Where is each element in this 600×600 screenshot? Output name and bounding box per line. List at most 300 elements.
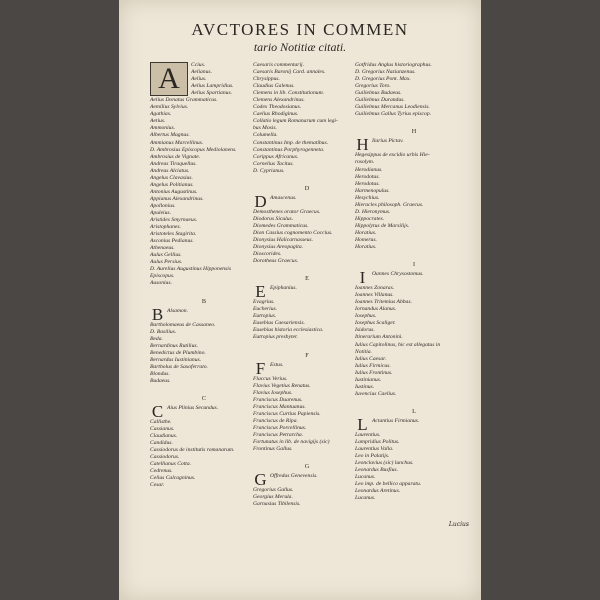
index-entry bbox=[253, 494, 361, 501]
entry-text: Angelus Politianus. bbox=[150, 181, 194, 188]
entry-text: Cornelius Tacitus. bbox=[253, 160, 294, 167]
index-entry bbox=[150, 118, 258, 125]
index-entry bbox=[150, 125, 258, 132]
index-entry bbox=[150, 231, 258, 238]
index-entry bbox=[355, 181, 473, 188]
entry-text: Herodotus. bbox=[355, 180, 380, 187]
entry-text: Budaeus. bbox=[150, 377, 171, 384]
index-entry bbox=[355, 83, 473, 90]
entry-text: Aristophanes. bbox=[150, 224, 181, 231]
entry-text: Celius Calcagninus. bbox=[150, 475, 196, 482]
entry-text: Oannes Chrysostomus. bbox=[372, 271, 424, 278]
entry-text: Claudius Galenus. bbox=[253, 83, 295, 90]
entry-text: Catellianus Cotta. bbox=[150, 461, 192, 468]
index-entry bbox=[253, 154, 361, 161]
entry-text: Herodotus. bbox=[355, 173, 380, 180]
index-entry bbox=[253, 104, 361, 111]
entry-text: Guilielmus Mercanus Leodiensis. bbox=[355, 104, 430, 111]
index-entry bbox=[150, 140, 258, 147]
entry-text: Lampridius Politus. bbox=[355, 438, 400, 445]
entry-text: Collatio legum Romanarum cum legi- bbox=[253, 118, 338, 125]
entry-text: Offredus Genevensis. bbox=[270, 473, 318, 480]
entry-text: Cassiodorus de institutis romanarum. bbox=[150, 447, 235, 454]
index-entry bbox=[355, 349, 473, 356]
entry-text: Antonius Augustinus. bbox=[150, 188, 198, 195]
entry-text: Leo imp. de bellico apparatu. bbox=[355, 481, 422, 488]
block-spacer bbox=[253, 175, 361, 180]
entry-text: Iustinianus. bbox=[355, 376, 382, 383]
entry-text: Frontinus Gallus. bbox=[253, 446, 293, 453]
entry-text: Ausonius. bbox=[150, 280, 172, 287]
index-entry bbox=[253, 216, 361, 223]
entry-text: Leonardus Busfius. bbox=[355, 467, 398, 474]
index-entry bbox=[355, 384, 473, 391]
entry-text: Beda. bbox=[150, 335, 163, 342]
entry-text: Franciscus de Ripa. bbox=[253, 417, 298, 424]
index-entry bbox=[355, 313, 473, 320]
block-spacer bbox=[355, 251, 473, 256]
index-entry bbox=[150, 210, 258, 217]
entry-text: Albertus Magnus. bbox=[150, 132, 190, 139]
entry-text: Aulus Persius. bbox=[150, 259, 183, 266]
index-entry bbox=[253, 62, 361, 69]
index-entry bbox=[150, 475, 258, 482]
index-entry bbox=[150, 402, 258, 422]
index-entry bbox=[253, 147, 361, 154]
index-entry bbox=[253, 168, 361, 175]
entry-text: Iuvencius Caelius. bbox=[355, 390, 397, 397]
index-entry bbox=[253, 237, 361, 244]
index-entry bbox=[253, 140, 361, 147]
entry-text: Amascenus. bbox=[270, 194, 297, 201]
entry-text: Iulius Frontinus. bbox=[355, 369, 393, 376]
entry-text: Hesychius. bbox=[355, 194, 380, 201]
index-entry bbox=[150, 161, 258, 168]
index-entry bbox=[355, 474, 473, 481]
index-entry bbox=[253, 390, 361, 397]
entry-text: Iornandus Alanus. bbox=[355, 306, 397, 313]
index-entry bbox=[150, 482, 258, 489]
index-entry bbox=[355, 414, 473, 434]
index-entry bbox=[253, 299, 361, 306]
index-entry bbox=[150, 454, 258, 461]
entry-text: Diodorus Siculus. bbox=[253, 215, 294, 222]
entry-text: Ambrosius de Vignate. bbox=[150, 153, 201, 160]
entry-text: Claudianus. bbox=[150, 433, 178, 440]
index-entry bbox=[355, 268, 473, 288]
entry-text: Iulius Capitolinus, hic est allegatus in bbox=[355, 341, 441, 348]
index-entry bbox=[355, 488, 473, 495]
entry-text: Leonardus Aretinus. bbox=[355, 488, 401, 495]
entry-text: Flaccus Verius. bbox=[253, 375, 288, 382]
index-entry bbox=[150, 273, 258, 280]
entry-text: bus Mosis. bbox=[253, 125, 277, 132]
index-entry bbox=[355, 320, 473, 327]
entry-text: Itinerarium Antonini. bbox=[355, 334, 403, 341]
index-entry bbox=[355, 467, 473, 474]
entry-text: Andreas Alciatus. bbox=[150, 167, 190, 174]
index-entry bbox=[150, 280, 258, 287]
index-entry bbox=[253, 358, 361, 378]
entry-text: Angelus Clavasius. bbox=[150, 174, 193, 181]
index-entry bbox=[253, 487, 361, 494]
entry-text: Homerus. bbox=[355, 236, 377, 243]
index-entry bbox=[150, 350, 258, 357]
block-spacer bbox=[355, 118, 473, 123]
entry-text: Franciscus Curtius Papiensis. bbox=[253, 410, 321, 417]
index-entry bbox=[355, 244, 473, 251]
index-entry bbox=[150, 245, 258, 252]
entry-text: Aulus Gellius. bbox=[150, 252, 182, 259]
index-entry bbox=[150, 175, 258, 182]
entry-text: Eutropius. bbox=[253, 313, 277, 320]
entry-text: Eusebius Caesariensis. bbox=[253, 320, 305, 327]
entry-text: Franciscus Mantuanus. bbox=[253, 403, 306, 410]
entry-text: Harmenopulus. bbox=[355, 187, 390, 194]
entry-text: D. Aurelius Augustinus Hipponensis bbox=[150, 266, 232, 273]
entry-text: Ioannes Zonaras. bbox=[355, 285, 395, 292]
entry-text: Constantinus Imp. de thematibus. bbox=[253, 139, 329, 146]
entry-text: Ioannes Tritemius Abbas. bbox=[355, 299, 412, 306]
entry-text: Iustinus. bbox=[355, 383, 375, 390]
entry-text: Diomedes Grammaticus. bbox=[253, 222, 309, 229]
index-entry bbox=[253, 230, 361, 237]
entry-text: Cassiodorus. bbox=[150, 454, 180, 461]
entry-text: Aemilius Sylvius. bbox=[150, 104, 189, 111]
entry-text: Ilarius Pictav. bbox=[372, 138, 404, 145]
index-entry bbox=[150, 304, 258, 324]
index-entry bbox=[150, 357, 258, 364]
index-entry bbox=[150, 259, 258, 266]
entry-text: Guilielmus Budaeus. bbox=[355, 90, 402, 97]
entry-text: Caesaris commentarij. bbox=[253, 62, 304, 68]
index-entry bbox=[253, 258, 361, 265]
index-entry bbox=[253, 376, 361, 383]
index-entry bbox=[355, 334, 473, 341]
block-spacer bbox=[253, 453, 361, 458]
index-entry bbox=[253, 327, 361, 334]
entry-text: Caesaris Baronij Card. annales. bbox=[253, 69, 326, 76]
index-entry bbox=[253, 418, 361, 425]
entry-text: Lucanus. bbox=[355, 495, 376, 502]
entry-text: Candidus. bbox=[150, 440, 173, 447]
column-2 bbox=[253, 62, 361, 513]
entry-text: Demosthenes orator Graecus. bbox=[253, 208, 321, 215]
index-entry bbox=[355, 167, 473, 174]
entry-text: Estus. bbox=[270, 361, 284, 368]
index-entry bbox=[253, 132, 361, 139]
entry-text: Cassianus. bbox=[150, 426, 175, 433]
entry-text: Dioscorides. bbox=[253, 251, 282, 258]
index-entry bbox=[355, 202, 473, 209]
index-entry bbox=[355, 356, 473, 363]
entry-text: Flavius Iosephus. bbox=[253, 389, 293, 396]
entry-text: Iulius Caesar. bbox=[355, 355, 387, 362]
index-entry bbox=[253, 397, 361, 404]
column-3 bbox=[355, 62, 473, 507]
entry-text: Andreas Tiraquellus. bbox=[150, 160, 197, 167]
index-entry bbox=[355, 62, 473, 69]
index-entry bbox=[253, 411, 361, 418]
index-entry bbox=[253, 118, 361, 125]
index-entry bbox=[355, 97, 473, 104]
entry-text: Franciscus Petrarcha. bbox=[253, 431, 304, 438]
index-entry bbox=[253, 191, 361, 211]
index-entry bbox=[253, 125, 361, 132]
section-letter: I bbox=[412, 261, 416, 269]
index-entry bbox=[150, 336, 258, 343]
index-entry bbox=[150, 238, 258, 245]
entry-text: D. Hieronymus. bbox=[355, 208, 391, 215]
page-title: AVCTORES IN COMMEN bbox=[191, 20, 409, 39]
section-letter: D bbox=[304, 184, 310, 192]
drop-cap: L bbox=[357, 414, 368, 434]
index-entry bbox=[253, 76, 361, 83]
index-entry bbox=[150, 168, 258, 175]
entry-text: Hieracles philosoph. Graecus. bbox=[355, 201, 424, 208]
entry-text: Aetius. bbox=[150, 118, 166, 125]
entry-text: Ammianus Marcellinus. bbox=[150, 139, 204, 146]
entry-text: Episcopus. bbox=[150, 273, 175, 280]
index-entry bbox=[253, 320, 361, 327]
index-entry bbox=[355, 195, 473, 202]
index-entry bbox=[355, 363, 473, 370]
index-entry bbox=[150, 322, 258, 329]
entry-text: Dion Cassius cognomento Coccius. bbox=[253, 229, 333, 236]
entry-text: Cedrenus. bbox=[150, 468, 173, 475]
index-entry bbox=[355, 327, 473, 334]
entry-text: Guilielmus Gallus Tyrius episcop. bbox=[355, 111, 432, 118]
drop-cap: I bbox=[359, 268, 366, 288]
index-entry bbox=[355, 188, 473, 195]
block-spacer bbox=[150, 489, 258, 494]
entry-text: Blondus. bbox=[150, 370, 170, 377]
entry-text: Evagrius. bbox=[253, 299, 275, 306]
index-entry bbox=[150, 224, 258, 231]
index-entry bbox=[150, 461, 258, 468]
index-entry bbox=[253, 383, 361, 390]
entry-text: Athenaeus. bbox=[150, 245, 175, 252]
entry-text: Aristoteles Stagirita. bbox=[150, 231, 197, 238]
entry-text: Actantius Firmianus. bbox=[372, 417, 420, 424]
index-entry bbox=[355, 152, 473, 159]
entry-text: Dionysius Areopagita. bbox=[253, 244, 304, 251]
entry-text: Fortunatus in lib. de navigijs (sic) bbox=[253, 438, 330, 445]
block-spacer bbox=[150, 385, 258, 390]
entry-text: Herodianus. bbox=[355, 166, 383, 173]
entry-text: Aristides Smyrnaeus. bbox=[150, 217, 198, 224]
entry-text: Hegesippus de excidio urbis Hie- bbox=[355, 152, 430, 159]
index-entry bbox=[253, 501, 361, 508]
index-entry bbox=[150, 97, 258, 104]
entry-text: Asconius Pedianus. bbox=[150, 238, 194, 245]
page-subtitle: tario Notitiæ citati. bbox=[253, 40, 347, 54]
block-spacer bbox=[355, 398, 473, 403]
index-entry bbox=[253, 97, 361, 104]
entry-text: Gotfridus Anglus historiographus. bbox=[355, 62, 432, 68]
entry-text: Franciscus Duarenus. bbox=[253, 396, 303, 403]
index-entry bbox=[355, 216, 473, 223]
entry-text: Hippolytus de Marsilijs. bbox=[355, 222, 410, 229]
entry-text: Dorotheus Graecus. bbox=[253, 258, 299, 265]
drop-cap: F bbox=[255, 358, 266, 378]
entry-text: Clemens in lib. Constitutionum. bbox=[253, 90, 325, 97]
entry-text: Laurentius. bbox=[355, 431, 381, 438]
section-letter: B bbox=[201, 297, 207, 305]
drop-cap: E bbox=[255, 282, 266, 302]
section-letter: L bbox=[412, 407, 416, 415]
index-entry bbox=[150, 252, 258, 259]
entry-text: Iosephus. bbox=[355, 313, 377, 320]
entry-text: Callisthe. bbox=[150, 419, 172, 426]
index-entry bbox=[355, 495, 473, 502]
entry-text: D. Gregorius Pont. Max. bbox=[355, 76, 411, 83]
entry-text: Iosephus Scaliger. bbox=[355, 320, 396, 327]
index-entry bbox=[150, 189, 258, 196]
index-entry bbox=[355, 370, 473, 377]
index-entry bbox=[150, 343, 258, 350]
block-spacer bbox=[355, 502, 473, 507]
entry-text: Aius Plinius Secundus. bbox=[167, 405, 219, 412]
entry-text: Corippus Africanus. bbox=[253, 153, 299, 160]
index-entry bbox=[253, 90, 361, 97]
entry-text: Garnasius Tibilensis. bbox=[253, 501, 301, 508]
index-entry bbox=[150, 104, 258, 111]
index-entry bbox=[253, 334, 361, 341]
entry-text: Gregorius Gallus. bbox=[253, 487, 294, 494]
entry-text: D. Gregorius Nazianzenus. bbox=[355, 69, 416, 76]
entry-text: Eutropius presbyter. bbox=[253, 334, 298, 341]
drop-cap: B bbox=[151, 304, 164, 324]
entry-text: Chrysippus. bbox=[253, 76, 280, 83]
entry-text: Ammonius. bbox=[150, 125, 176, 132]
index-entry bbox=[355, 481, 473, 488]
entry-text: D. Basilius. bbox=[150, 328, 177, 335]
index-entry bbox=[355, 111, 473, 118]
index-entry bbox=[150, 182, 258, 189]
entry-text: D. Ambrosius Episcopus Mediolanens. bbox=[150, 146, 237, 153]
index-entry bbox=[150, 111, 258, 118]
index-entry bbox=[253, 111, 361, 118]
entry-text: Guilielmus Durandus. bbox=[355, 97, 405, 104]
index-entry bbox=[355, 306, 473, 313]
drop-cap: G bbox=[254, 470, 267, 490]
entry-text: Bernardinus Rutilius. bbox=[150, 342, 198, 349]
entry-text: Aelianus. bbox=[191, 69, 212, 76]
section-letter: C bbox=[201, 394, 207, 402]
index-entry bbox=[253, 161, 361, 168]
index-entry bbox=[355, 90, 473, 97]
index-entry bbox=[253, 244, 361, 251]
section-letter: G bbox=[304, 463, 310, 471]
entry-text: Bernardus Iustinianus. bbox=[150, 356, 202, 363]
index-entry bbox=[253, 223, 361, 230]
entry-text: Benedictus de Plumbino. bbox=[150, 349, 206, 356]
entry-text: Bartholomaeus de Cassaneo. bbox=[150, 321, 216, 328]
index-entry bbox=[150, 371, 258, 378]
index-entry bbox=[253, 425, 361, 432]
index-entry bbox=[253, 432, 361, 439]
entry-text: Eucherius. bbox=[253, 306, 278, 313]
index-entry bbox=[355, 237, 473, 244]
entry-text: Hippocrates. bbox=[355, 215, 385, 222]
index-entry bbox=[253, 209, 361, 216]
entry-text: Leonclavius (sic) lunchus. bbox=[355, 460, 414, 467]
entry-text: Horatius. bbox=[355, 244, 377, 251]
block-spacer bbox=[253, 342, 361, 347]
index-entry bbox=[355, 223, 473, 230]
entry-text: Gregorius Toro. bbox=[355, 83, 391, 90]
index-entry bbox=[355, 76, 473, 83]
entry-text: Horatius. bbox=[355, 229, 377, 236]
block-spacer bbox=[150, 288, 258, 293]
entry-text: D. Cyprianus. bbox=[253, 167, 285, 174]
index-entry bbox=[150, 364, 258, 371]
index-entry bbox=[150, 468, 258, 475]
catchword: Lucius bbox=[448, 521, 469, 528]
entry-text: Ioannes Villanus. bbox=[355, 292, 394, 299]
index-entry bbox=[355, 292, 473, 299]
entry-text: Bartholus de Saxoferrato. bbox=[150, 363, 208, 370]
entry-text: Leo in Palatijs. bbox=[355, 453, 390, 460]
drop-cap: A bbox=[150, 62, 188, 96]
block-spacer bbox=[253, 265, 361, 270]
index-entry bbox=[150, 329, 258, 336]
index-entry bbox=[355, 446, 473, 453]
block-spacer bbox=[253, 508, 361, 513]
index-entry bbox=[150, 433, 258, 440]
section-letter: E bbox=[305, 275, 309, 283]
index-entry bbox=[253, 404, 361, 411]
index-entry bbox=[355, 299, 473, 306]
index-entry bbox=[150, 440, 258, 447]
section-letter: F bbox=[305, 351, 309, 359]
index-entry bbox=[355, 285, 473, 292]
entry-text: Agathias. bbox=[150, 111, 172, 118]
index-entry bbox=[253, 446, 361, 453]
entry-text: Lucanus. bbox=[355, 474, 376, 481]
index-entry bbox=[150, 447, 258, 454]
entry-text: Aelius Spartianus. bbox=[191, 90, 233, 97]
entry-text: Laurentius Valla. bbox=[355, 446, 394, 453]
drop-cap: D bbox=[254, 191, 267, 211]
entry-text: Dionysius Halicarnasseus. bbox=[253, 236, 313, 243]
index-entry bbox=[253, 83, 361, 90]
index-entry bbox=[355, 342, 473, 349]
entry-text: Codex Theodosianus. bbox=[253, 104, 302, 111]
index-entry bbox=[253, 282, 361, 302]
book-page bbox=[119, 0, 481, 600]
entry-text: Epiphanius. bbox=[270, 285, 297, 292]
index-entry bbox=[150, 154, 258, 161]
drop-cap: H bbox=[356, 135, 369, 155]
index-entry bbox=[253, 251, 361, 258]
index-entry bbox=[150, 132, 258, 139]
entry-text: Aelius Lampridius. bbox=[191, 83, 234, 90]
entry-text: Franciscus Porcellinus. bbox=[253, 424, 307, 431]
column-1 bbox=[150, 62, 258, 494]
index-entry bbox=[253, 439, 361, 446]
entry-text: Georgius Merula. bbox=[253, 494, 293, 501]
index-entry bbox=[355, 69, 473, 76]
entry-text: Columella. bbox=[253, 132, 278, 139]
entry-text: Clemens Alexandrinus. bbox=[253, 97, 305, 104]
index-entry bbox=[355, 230, 473, 237]
index-entry bbox=[150, 419, 258, 426]
index-entry bbox=[150, 147, 258, 154]
index-entry bbox=[355, 377, 473, 384]
entry-text: Apuleius. bbox=[150, 209, 171, 216]
